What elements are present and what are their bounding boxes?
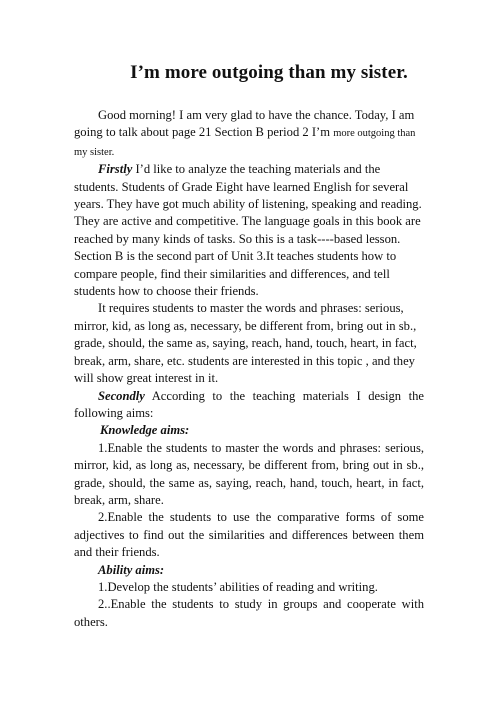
intro-title-reference: more outgoing than my sister.: [74, 128, 416, 158]
knowledge-aim-2: 2.Enable the students to use the comparative forms of some adjectives to find out the similarities and differences between them and their friends.: [74, 510, 424, 560]
document-body: [74, 107, 424, 631]
analysis-paragraph: [74, 161, 424, 300]
knowledge-aim-1: 1.Enable the students to master the words and phrases: serious, mirror, kid, as long as, necessary, be different from, bring out in sb., grade, should, the same as, saying, reach, hand, touch, heart, in fact, break, arm, share.: [74, 440, 424, 507]
ability-aim-1: 1.Develop the students’ abilities of reading and writing.: [98, 579, 378, 594]
analysis-text: I’d like to analyze the teaching materials and the students. Students of Grade Eight have learned English for several years. They have got much ability of listening, speaking and reading. They are active and competitive. The language goals in this book are reached by many kinds of tasks. So this is a task----based lesson. Section B is the second part of Unit 3.It teaches students how to compare people, find their similarities and differences, and tell students how to choose their friends.: [74, 162, 422, 299]
knowledge-aims-heading: Knowledge aims:: [100, 423, 190, 438]
secondly-label: Secondly: [98, 388, 145, 403]
intro-paragraph: [74, 107, 424, 161]
intro-text: Good morning! I am very glad to have the chance. Today, I am going to talk about page 21 Section B period 2 I’m: [74, 108, 415, 140]
aims-intro-text: According to the teaching materials I design the following aims:: [74, 388, 424, 420]
aims-intro-paragraph: [74, 388, 424, 423]
page-title: I’m more outgoing than my sister.: [130, 62, 408, 83]
ability-aim-2: 2..Enable the students to study in groups and cooperate with others.: [74, 597, 424, 629]
requirements-paragraph: It requires students to master the words and phrases: serious, mirror, kid, as long as, necessary, be different from, bring out in sb., grade, should, the same as, saying, reach, hand, touch, heart, in fact, break, arm, share, etc. students are interested in this topic , and they will show great interest in it.: [74, 301, 417, 386]
firstly-label: Firstly: [98, 162, 133, 177]
ability-aims-heading: Ability aims:: [98, 562, 165, 577]
